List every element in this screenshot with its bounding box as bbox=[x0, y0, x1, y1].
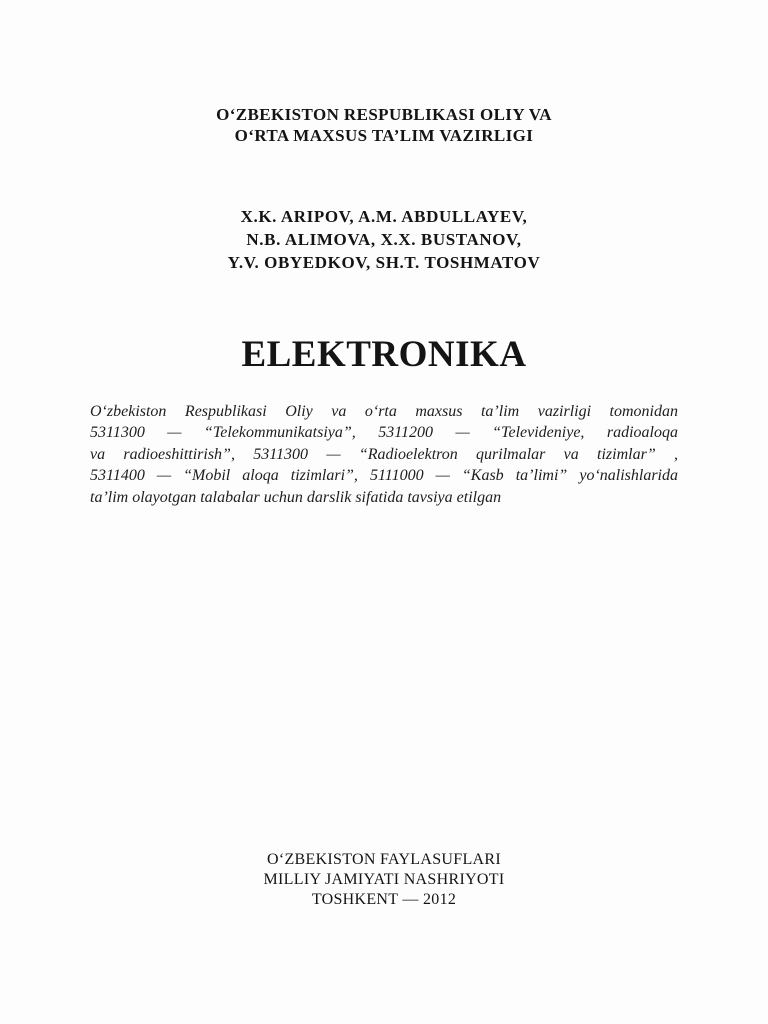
authors-list bbox=[0, 205, 768, 274]
authors-line: X.K. ARIPOV, A.M. ABDULLAYEV, bbox=[240, 207, 528, 226]
ministry-line: O‘ZBEKISTON RESPUBLIKASI OLIY VA bbox=[216, 105, 552, 124]
approval-statement bbox=[90, 401, 678, 508]
approval-line: ta’lim olayotgan talabalar uchun darslik sifatida tavsiya etilgan bbox=[90, 488, 502, 506]
approval-line: va radioeshittirish”, 5311300 — “Radioelektron qurilmalar va tizimlar” , bbox=[90, 445, 678, 463]
authors-line: Y.V. OBYEDKOV, SH.T. TOSHMATOV bbox=[227, 253, 541, 272]
approval-line: 5311400 — “Mobil aloqa tizimlari”, 5111000 — “Kasb ta’limi” yo‘nalishlarida bbox=[90, 467, 678, 485]
book-title: ELEKTRONIKA bbox=[241, 334, 527, 375]
ministry-heading bbox=[0, 104, 768, 146]
authors-line: N.B. ALIMOVA, X.X. BUSTANOV, bbox=[246, 230, 522, 249]
publisher-line: O‘ZBEKISTON FAYLASUFLARI bbox=[266, 851, 502, 868]
publisher-line: MILLIY JAMIYATI NASHRIYOTI bbox=[263, 871, 505, 888]
publisher-imprint bbox=[0, 850, 768, 910]
ministry-line: O‘RTA MAXSUS TA’LIM VAZIRLIGI bbox=[234, 126, 534, 145]
approval-line: 5311300 — “Telekommunikatsiya”, 5311200 — “Televideniye, radioaloqa bbox=[90, 424, 678, 442]
approval-line: O‘zbekiston Respublikasi Oliy va o‘rta maxsus ta’lim vazirligi tomonidan bbox=[90, 403, 678, 420]
publisher-year-line: TOSHKENT — 2012 bbox=[311, 891, 457, 908]
